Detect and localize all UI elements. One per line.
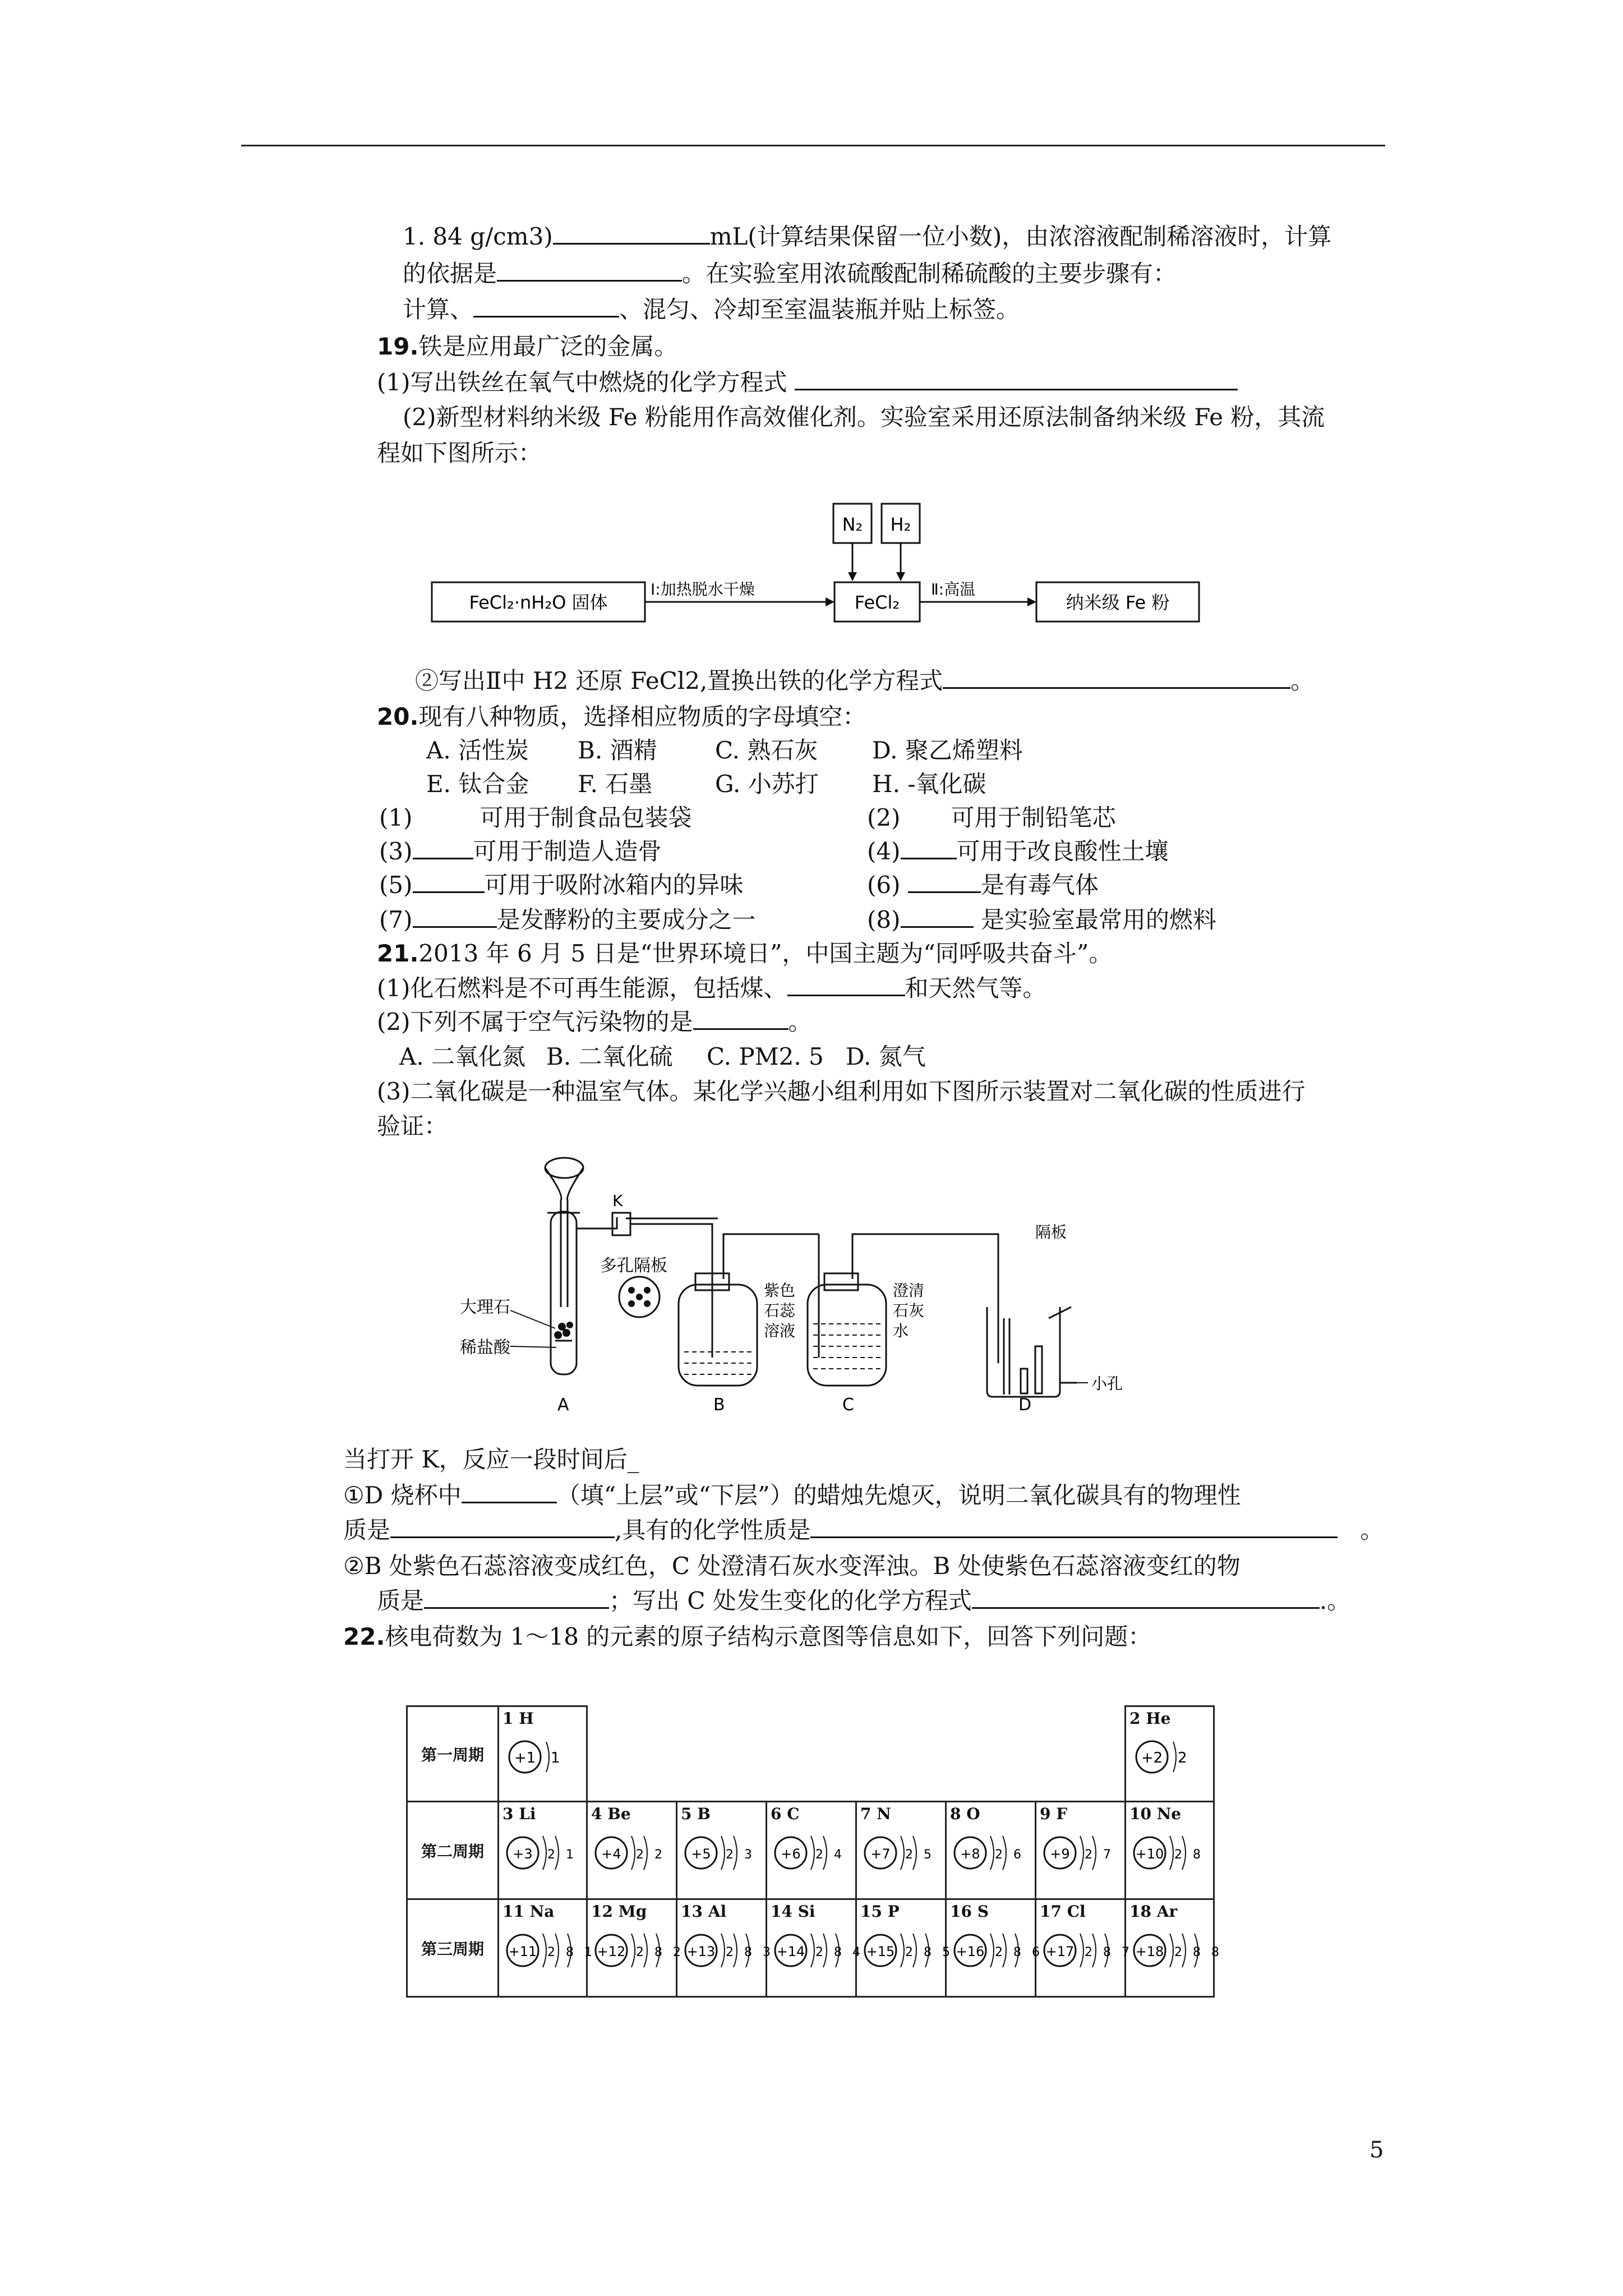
electron-shells: 2 8 <box>1174 1848 1204 1862</box>
element-symbol: 4 Be <box>591 1805 631 1823</box>
element-cell <box>856 1802 946 1899</box>
option-e: E. 钛合金 <box>426 770 529 798</box>
electron-shell-arc <box>901 1934 904 1967</box>
element-symbol: 14 Si <box>771 1902 815 1921</box>
q21-c1 <box>343 1481 1241 1510</box>
electron-shell-arc <box>811 1934 814 1967</box>
label-d: D <box>1018 1395 1032 1415</box>
q21-part3 <box>377 1077 1306 1106</box>
q21-part1-text: (1)化石燃料是不可再生能源，包括煤、 <box>377 974 787 1002</box>
atom-diagram <box>951 1925 1043 1981</box>
q19-part1-text: (1)写出铁丝在氧气中燃烧的化学方程式 <box>377 369 787 396</box>
q21-c2-end: 。 <box>1360 1516 1384 1544</box>
atom-diagram <box>772 1827 856 1883</box>
label-c: C <box>842 1395 854 1415</box>
item-1-number: (1) <box>379 804 413 831</box>
item-8-number: (8) <box>867 906 901 933</box>
element-cell <box>1126 1802 1214 1899</box>
option-h: H. -氧化碳 <box>872 770 986 798</box>
q20-item-8 <box>867 905 1216 935</box>
item-4-number: (4) <box>867 838 901 865</box>
text-calc: 计算、 <box>403 296 474 323</box>
element-cell <box>677 1899 774 1997</box>
step2-label: Ⅱ:高温 <box>931 580 976 599</box>
element-symbol: 3 Li <box>502 1805 536 1823</box>
element-cell <box>946 1899 1043 1997</box>
element-symbol: 2 He <box>1129 1709 1171 1728</box>
atom-diagram <box>592 1827 676 1883</box>
option-d: D. 聚乙烯塑料 <box>872 737 1023 764</box>
element-symbol: 5 B <box>681 1805 711 1823</box>
electron-shells: 2 6 <box>995 1848 1025 1862</box>
q19-part1 <box>377 368 1238 397</box>
q20-title-text: 现有八种物质，选择相应物质的字母填空： <box>418 703 866 730</box>
electron-shell-arc <box>901 1836 904 1870</box>
electron-shells: 2 5 <box>905 1848 935 1862</box>
blank-physical-property[interactable] <box>390 1516 615 1538</box>
end-box <box>1036 582 1199 622</box>
nucleus-charge: +6 <box>781 1846 801 1862</box>
q21-after-text: 当打开 K，反应一段时间后_ <box>343 1446 639 1473</box>
q22-title <box>343 1622 1151 1651</box>
q21-number: 21. <box>377 940 419 967</box>
text-density: 1. 84 g/cm3) <box>403 223 553 250</box>
atom-diagram <box>1131 1732 1209 1782</box>
text-mix: 、混匀、冷却至室温装瓶并贴上标签。 <box>619 296 1020 323</box>
mid-label: FeCl₂ <box>854 592 900 613</box>
label-a: A <box>557 1395 569 1415</box>
atom-diagram <box>861 1925 953 1981</box>
q21-c1-text: ①D 烧杯中 <box>343 1481 462 1509</box>
option-f: F. 石墨 <box>578 770 653 798</box>
q20-options-row2 <box>426 770 986 799</box>
blank-basis[interactable] <box>497 260 682 282</box>
start-label: FeCl₂·nH₂O 固体 <box>469 592 608 613</box>
q21-option-c: C. PM2. 5 <box>707 1043 824 1070</box>
electron-shells: 2 7 <box>1085 1848 1114 1862</box>
electron-shells: 2 8 8 <box>1174 1945 1223 1959</box>
atom-diagram <box>682 1925 774 1981</box>
q21-c2 <box>343 1516 1384 1545</box>
q21-part2-end: 。 <box>788 1008 812 1036</box>
nucleus-charge: +16 <box>956 1944 985 1959</box>
element-symbol: 7 N <box>860 1805 891 1823</box>
nucleus-charge: +4 <box>601 1846 621 1862</box>
element-symbol: 15 P <box>860 1902 900 1921</box>
blank-item-1[interactable] <box>413 806 480 826</box>
q21-c4-text: 质是 <box>377 1587 425 1614</box>
period-2-header: 第二周期 <box>407 1802 499 1899</box>
flow-diagram <box>426 494 1223 639</box>
nucleus-charge: +17 <box>1045 1944 1075 1959</box>
n2-label: N₂ <box>842 514 863 535</box>
element-symbol: 18 Ar <box>1129 1902 1178 1921</box>
limewater-label-1: 澄清 <box>893 1281 925 1300</box>
q22-number: 22. <box>343 1623 385 1650</box>
q21-title-text: 2013 年 6 月 5 日是“世界环境日”，中国主题为“同呼吸共奋斗”。 <box>418 940 1113 967</box>
atom-diagram <box>772 1925 864 1981</box>
header-rule <box>241 145 1385 146</box>
q21-part3b-text: 验证： <box>377 1112 448 1140</box>
electron-shells: 2 8 6 <box>995 1945 1043 1959</box>
atom-diagram <box>504 1732 582 1782</box>
atom-diagram <box>592 1925 684 1981</box>
element-cell <box>856 1899 953 1997</box>
atom-diagram <box>682 1827 766 1883</box>
q21-option-a: A. 二氧化氮 <box>399 1043 526 1070</box>
q21-options <box>399 1042 926 1071</box>
q19-part2b-text: 程如下图所示： <box>377 439 542 467</box>
electron-shells: 2 8 1 <box>547 1945 596 1959</box>
text-steps: 。在实验室用浓硫酸配制稀硫酸的主要步骤有： <box>682 260 1177 287</box>
blank-iron-equation[interactable] <box>795 369 1238 390</box>
mid-box <box>834 582 920 622</box>
element-cell-h <box>499 1706 587 1802</box>
nucleus-charge: +14 <box>776 1944 805 1959</box>
electron-shell-arc <box>990 1836 994 1870</box>
electron-shells: 2 8 5 <box>905 1945 953 1959</box>
blank-item-4[interactable] <box>901 838 957 859</box>
nucleus-charge: +7 <box>870 1846 891 1862</box>
element-cell <box>1036 1899 1133 1997</box>
nucleus-charge: +18 <box>1135 1944 1164 1959</box>
limewater-label-2: 石灰 <box>893 1301 925 1320</box>
period-row-2 <box>407 1802 1214 1899</box>
nucleus-charge: +15 <box>866 1944 895 1959</box>
q21-part3b <box>377 1112 448 1141</box>
atom-diagram <box>504 1925 596 1981</box>
electron-shells: 2 4 <box>815 1848 845 1862</box>
nucleus-charge: +8 <box>960 1846 980 1862</box>
item-1-text: 可用于制食品包装袋 <box>479 804 692 831</box>
nucleus-charge: +9 <box>1050 1846 1070 1862</box>
blank-candle-layer[interactable] <box>462 1481 557 1503</box>
blank-fossil-fuel[interactable] <box>787 974 905 996</box>
acid-label: 稀盐酸 <box>460 1338 510 1358</box>
atom-diagram <box>861 1827 946 1883</box>
electron-shell-arc <box>1080 1836 1083 1870</box>
electron-shell-arc <box>631 1934 635 1967</box>
electron-shells: 2 2 <box>636 1848 666 1862</box>
electron-shell-arc <box>1170 1934 1173 1967</box>
electron-shells: 2 1 <box>547 1848 577 1862</box>
element-cell <box>1126 1899 1223 1997</box>
nucleus-charge: +13 <box>686 1944 716 1959</box>
h2-box <box>882 504 920 543</box>
line-2 <box>403 259 1177 288</box>
page-number: 5 <box>1370 2137 1384 2163</box>
item-5-number: (5) <box>379 871 413 899</box>
element-symbol: 16 S <box>950 1902 989 1921</box>
electron-shell-arc <box>811 1836 814 1870</box>
q21-part2 <box>377 1007 812 1037</box>
q19-part2-text: (2)新型材料纳米级 Fe 粉能用作高效催化剂。实验室采用还原法制备纳米级 Fe 粉，其流 <box>403 403 1325 431</box>
limewater-label-3: 水 <box>893 1322 909 1340</box>
period-1-header: 第一周期 <box>407 1706 499 1802</box>
element-cell <box>499 1899 596 1997</box>
nucleus-charge: +3 <box>513 1846 533 1862</box>
q21-part3-text: (3)二氧化碳是一种温室气体。某化学兴趣小组利用如下图所示装置对二氧化碳的性质进行 <box>377 1078 1306 1105</box>
q20-title <box>377 702 866 731</box>
blank-limewater-equation[interactable] <box>972 1587 1320 1609</box>
element-symbol: 9 F <box>1040 1805 1068 1823</box>
q21-option-d: D. 氮气 <box>846 1043 926 1070</box>
q19-number: 19. <box>377 333 419 360</box>
litmus-label-1: 紫色 <box>764 1281 796 1300</box>
q21-part1 <box>377 974 1046 1003</box>
q19-part3-text: ②写出Ⅱ中 H2 还原 FeCl2,置换出铁的化学方程式 <box>415 667 943 694</box>
period-row-3 <box>407 1899 1214 1997</box>
periodic-table <box>406 1705 1223 1998</box>
element-cell <box>946 1802 1036 1899</box>
q21-c4-mid: ；写出 C 处发生变化的化学方程式 <box>609 1587 972 1614</box>
nucleus-charge: +11 <box>508 1944 537 1959</box>
electron-shell-arc <box>1080 1934 1083 1967</box>
atom-diagram <box>1041 1827 1125 1883</box>
blank-step[interactable] <box>473 296 619 318</box>
electron-shell-arc <box>1170 1836 1173 1870</box>
atom-diagram <box>1131 1827 1215 1883</box>
q21-c4 <box>377 1586 1350 1616</box>
nucleus-charge: +5 <box>691 1846 711 1862</box>
element-symbol: 1 H <box>502 1709 534 1728</box>
item-4-text: 可用于改良酸性土壤 <box>956 838 1169 865</box>
nucleus-charge: +12 <box>597 1944 626 1959</box>
item-7-number: (7) <box>379 906 413 933</box>
blank-item-7[interactable] <box>413 906 497 928</box>
nucleus-charge: +2 <box>1141 1750 1163 1766</box>
electron-shells: 2 8 4 <box>815 1945 864 1959</box>
atom-diagram <box>504 1827 588 1883</box>
element-symbol: 12 Mg <box>591 1902 647 1921</box>
litmus-label-2: 石蕊 <box>764 1301 796 1320</box>
element-cell <box>1036 1802 1126 1899</box>
element-symbol: 8 O <box>950 1805 980 1823</box>
item-5-text: 可用于吸附冰箱内的异味 <box>484 871 744 899</box>
option-c: C. 熟石灰 <box>715 737 818 764</box>
q21-title <box>377 939 1112 968</box>
blank-item-6[interactable] <box>908 871 981 893</box>
electron-shell-arc <box>543 1934 546 1967</box>
element-cell <box>587 1802 677 1899</box>
q21-option-b: B. 二氧化硫 <box>546 1043 673 1070</box>
q21-c2-mid: ,具有的化学性质是 <box>615 1516 811 1544</box>
n2-box <box>833 504 872 543</box>
q19-part2b <box>377 439 542 468</box>
hole-label: 小孔 <box>1091 1374 1123 1393</box>
electron-shells: 2 <box>1178 1750 1187 1766</box>
element-symbol: 11 Na <box>502 1902 555 1921</box>
option-a: A. 活性炭 <box>426 737 529 764</box>
q21-c1-end: （填“上层”或“下层”）的蜡烛先熄灭，说明二氧化碳具有的物理性 <box>556 1481 1241 1509</box>
option-g: G. 小苏打 <box>715 770 819 798</box>
blank-item-2[interactable] <box>901 806 951 826</box>
blank-reduction-equation[interactable] <box>943 667 1290 689</box>
electron-shell-arc <box>543 1836 546 1870</box>
element-cell <box>677 1802 767 1899</box>
q19-title-text: 铁是应用最广泛的金属。 <box>418 333 678 360</box>
electron-shell-arc <box>721 1934 725 1967</box>
atom-diagram <box>1131 1925 1223 1981</box>
marble-label: 大理石 <box>460 1297 510 1317</box>
blank-red-substance[interactable] <box>424 1587 609 1609</box>
nucleus-charge: +1 <box>514 1750 536 1766</box>
q21-part1-end: 和天然气等。 <box>905 974 1046 1002</box>
blank-chemical-property[interactable] <box>810 1516 1338 1538</box>
element-cell <box>767 1802 856 1899</box>
q21-c4-end: .。 <box>1319 1587 1351 1614</box>
q21-part2-text: (2)下列不属于空气污染物的是 <box>377 1008 693 1036</box>
q20-item-7 <box>379 905 756 935</box>
apparatus-diagram <box>432 1150 1161 1414</box>
q21-c2-text: 质是 <box>343 1516 391 1544</box>
electron-shell-arc <box>721 1836 725 1870</box>
periodic-table-gap <box>587 1706 1126 1802</box>
element-cell <box>499 1802 587 1899</box>
nucleus-charge: +10 <box>1135 1846 1164 1862</box>
start-box <box>432 582 645 622</box>
q21-c3 <box>343 1552 1241 1581</box>
element-symbol: 10 Ne <box>1129 1805 1182 1823</box>
element-cell-he <box>1126 1706 1214 1802</box>
q20-item-6 <box>867 871 1099 900</box>
item-2-number: (2) <box>867 804 901 831</box>
blank-pollutant[interactable] <box>693 1008 789 1030</box>
blank-volume[interactable] <box>553 223 710 245</box>
item-7-text: 是发酵粉的主要成分之一 <box>496 906 756 933</box>
q21-c3-text: ②B 处紫色石蕊溶液变成红色，C 处澄清石灰水变浑浊。B 处使紫色石蕊溶液变红的物 <box>343 1552 1241 1580</box>
q19-part2 <box>403 403 1325 432</box>
label-b: B <box>713 1395 725 1415</box>
litmus-label-3: 溶液 <box>764 1322 796 1340</box>
item-3-number: (3) <box>379 838 413 865</box>
step1-label: Ⅰ:加热脱水干燥 <box>651 580 755 599</box>
board-label: 隔板 <box>1035 1223 1067 1241</box>
item-2-text: 可用于制铅笔芯 <box>951 804 1116 831</box>
q20-item-1 <box>379 803 692 832</box>
q20-item-4 <box>867 837 1169 866</box>
q19-title <box>377 332 677 361</box>
electron-shells: 2 8 7 <box>1085 1945 1133 1959</box>
period-row-1 <box>407 1706 1214 1802</box>
electron-shells: 2 8 2 <box>636 1945 684 1959</box>
blank-item-5[interactable] <box>413 871 485 893</box>
electron-shells: 2 8 3 <box>726 1945 774 1959</box>
porous-plate-label: 多孔隔板 <box>600 1256 667 1276</box>
q20-item-3 <box>379 837 662 866</box>
line-3 <box>403 295 1020 324</box>
q20-item-2 <box>867 803 1116 832</box>
electron-shells: 1 <box>551 1750 560 1766</box>
atom-diagram <box>1041 1925 1133 1981</box>
q20-item-5 <box>379 871 744 900</box>
period-3-header: 第三周期 <box>407 1899 499 1997</box>
option-b: B. 酒精 <box>578 737 657 764</box>
electron-shell-arc <box>990 1934 994 1967</box>
text-basis: 的依据是 <box>403 260 497 287</box>
element-symbol: 6 C <box>771 1805 800 1823</box>
item-6-text: 是有毒气体 <box>980 871 1099 899</box>
electron-shells: 2 3 <box>726 1848 755 1862</box>
element-cell <box>587 1899 684 1997</box>
element-symbol: 13 Al <box>681 1902 727 1921</box>
element-symbol: 17 Cl <box>1040 1902 1086 1921</box>
text-calc-note: mL(计算结果保留一位小数)，由浓溶液配制稀溶液时，计算 <box>709 223 1332 250</box>
element-cell <box>767 1899 864 1997</box>
item-3-text: 可用于制造人造骨 <box>473 838 662 865</box>
q20-number: 20. <box>377 703 419 730</box>
end-label: 纳米级 Fe 粉 <box>1066 592 1170 613</box>
q19-part3 <box>415 666 1314 696</box>
blank-item-8[interactable] <box>901 906 974 928</box>
item-8-text: 是实验室最常用的燃料 <box>980 906 1216 933</box>
item-6-number: (6) <box>867 871 901 899</box>
q20-options-row1 <box>426 736 1023 765</box>
q19-part3-end: 。 <box>1290 667 1315 694</box>
blank-item-3[interactable] <box>413 838 473 859</box>
atom-diagram <box>951 1827 1035 1883</box>
h2-label: H₂ <box>890 514 911 535</box>
q22-title-text: 核电荷数为 1～18 的元素的原子结构示意图等信息如下，回答下列问题： <box>385 1623 1152 1650</box>
valve-k-label: K <box>612 1191 623 1210</box>
q21-after <box>343 1445 639 1474</box>
line-1 <box>403 222 1331 251</box>
electron-shell-arc <box>631 1836 635 1870</box>
